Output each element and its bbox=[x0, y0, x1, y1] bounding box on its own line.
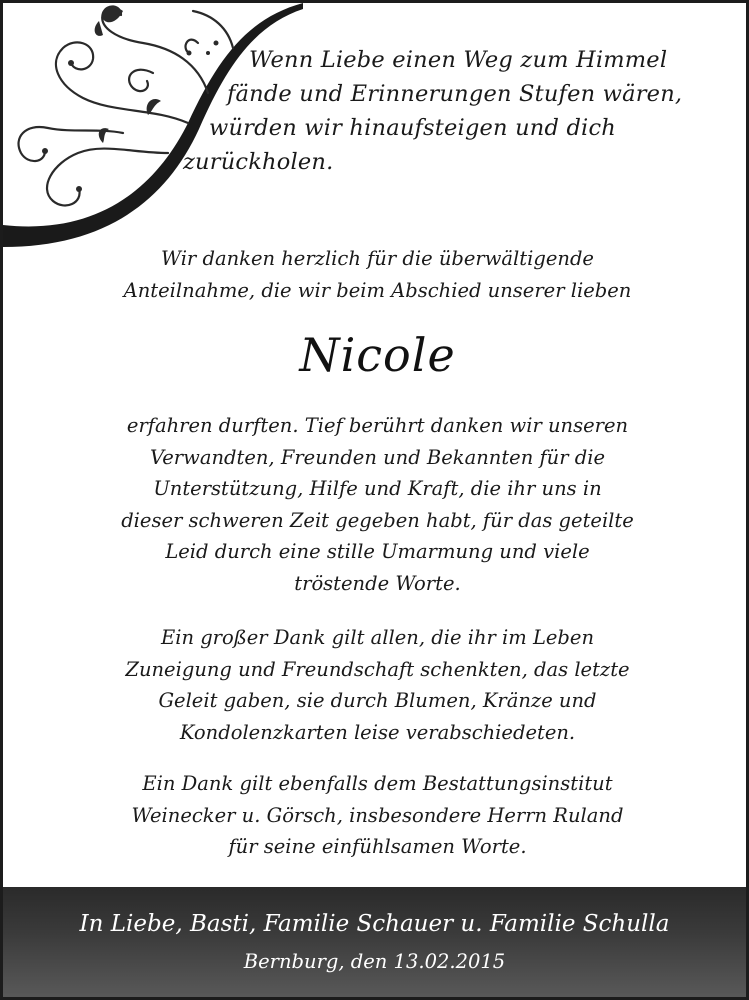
deceased-name: Nicole bbox=[299, 328, 456, 382]
text-line: erfahren durften. Tief berührt danken wir unseren bbox=[126, 414, 629, 437]
text-line: dieser schweren Zeit gegeben habt, für das geteilte bbox=[121, 508, 634, 532]
place-date-line: Bernburg, den 13.02.2015 bbox=[243, 950, 506, 973]
text-line: Leid durch eine stille Umarmung und viele bbox=[165, 540, 590, 563]
poem-line: würden wir hinaufsteigen und dich bbox=[209, 115, 616, 141]
text-line: Zuneigung und Freundschaft schenkten, das letzte bbox=[125, 657, 630, 681]
poem-line: zurückholen. bbox=[183, 149, 334, 175]
text-line: Kondolenzkarten leise verabschiedeten. bbox=[179, 720, 576, 744]
text-line: Unterstützung, Hilfe und Kraft, die ihr uns in bbox=[153, 477, 602, 500]
text-line: Ein Dank gilt ebenfalls dem Bestattungsinstitut bbox=[142, 772, 613, 795]
text-line: Anteilnahme, die wir beim Abschied unserer lieben bbox=[123, 278, 632, 302]
text-line: Geleit gaben, sie durch Blumen, Kränze und bbox=[158, 689, 597, 712]
thanks-paragraph-1 bbox=[43, 410, 712, 599]
text-line: für seine einfühlsamen Worte. bbox=[228, 835, 527, 858]
memorial-poem bbox=[153, 43, 713, 179]
thanks-paragraph-3 bbox=[43, 768, 712, 863]
text-line: tröstende Worte. bbox=[294, 571, 461, 595]
text-line: Ein großer Dank gilt allen, die ihr im Leben bbox=[160, 626, 595, 649]
text-line: Verwandten, Freunden und Bekannten für die bbox=[149, 445, 606, 469]
poem-line: Wenn Liebe einen Weg zum Himmel bbox=[249, 47, 668, 73]
intro-text bbox=[43, 243, 712, 306]
thanks-paragraph-2 bbox=[43, 622, 712, 748]
text-line: Wir danken herzlich für die überwältigende bbox=[161, 247, 594, 270]
signature-line: In Liebe, Basti, Familie Schauer u. Familie Schulla bbox=[79, 911, 670, 937]
poem-line: fände und Erinnerungen Stufen wären, bbox=[227, 81, 683, 107]
signature-band bbox=[3, 887, 746, 1000]
text-line: Weinecker u. Görsch, insbesondere Herrn Ruland bbox=[131, 803, 624, 827]
